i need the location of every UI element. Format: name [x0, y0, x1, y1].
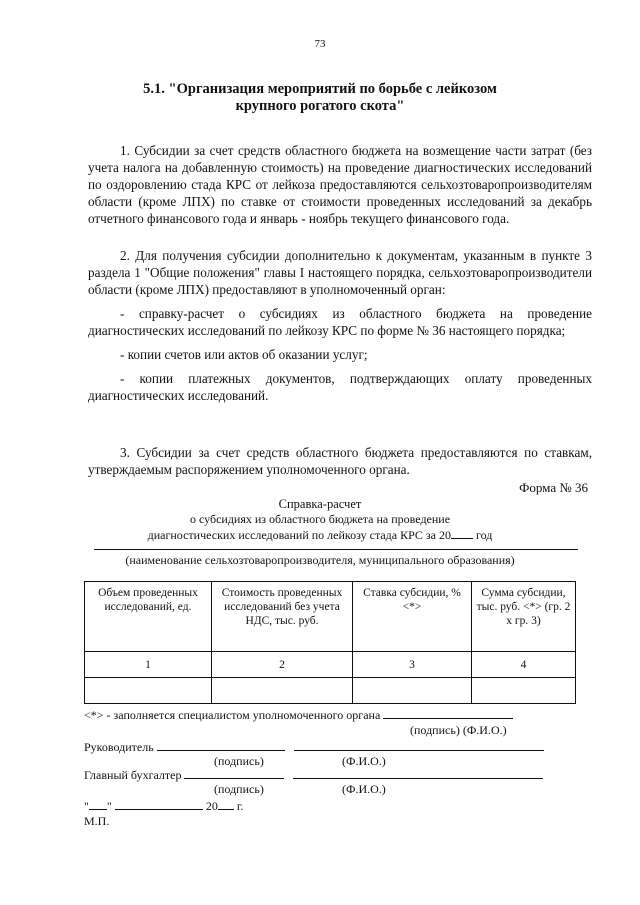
accountant-sign-line — [184, 767, 284, 779]
page-number: 73 — [314, 38, 326, 50]
section-title-line1: 5.1. "Организация мероприятий по борьбе с лейкозом — [143, 81, 497, 97]
footnote: <*> - заполняется специалистом уполномоченного органа — [84, 707, 513, 723]
paragraph-2-text: 2. Для получения субсидии дополнительно к документам, указанным в пункте 3 раздела 1 "Общие положения" главы I настоящего порядка, сельхозтоваропроизводители области (кроме ЛПХ) предоставляют в уполномоченный орган: — [88, 248, 592, 297]
list-item-certificate: - справку-расчет о субсидиях из областного бюджета на проведение диагностических исследований по лейкозу КРС по форме № 36 настоящего порядка; — [88, 306, 592, 338]
section-title — [60, 81, 580, 115]
table-header-row — [85, 582, 576, 652]
accountant-signature: Главный бухгалтер — [84, 767, 543, 783]
subsidy-table — [84, 581, 576, 704]
accountant-fio-caption: (Ф.И.О.) — [342, 782, 386, 796]
head-fio-caption: (Ф.И.О.) — [342, 754, 386, 768]
paragraph-1 — [88, 142, 592, 227]
table-column-numbers: 1 2 3 4 — [85, 652, 576, 678]
header-volume: Объем проведенных исследований, ед. — [85, 582, 212, 652]
org-name-line — [94, 549, 578, 550]
footnote-caption: (подпись) (Ф.И.О.) — [410, 723, 507, 737]
header-amount: Сумма субсидии, тыс. руб. <*> (гр. 2 х гр. 3) — [472, 582, 576, 652]
form-number: Форма № 36 — [519, 480, 588, 495]
head-sign-caption: (подпись) — [214, 754, 264, 768]
date-line: " " 20 г. — [84, 799, 244, 813]
section-title-line2: крупного рогатого скота" — [235, 98, 405, 114]
year-blank — [451, 527, 473, 539]
paragraph-3 — [88, 444, 592, 478]
accountant-sign-caption: (подпись) — [214, 782, 264, 796]
form-subtitle-2: диагностических исследований по лейкозу стада КРС за 20 год — [147, 528, 493, 542]
accountant-fio-line — [293, 767, 543, 779]
head-sign-line — [157, 739, 285, 751]
org-name-caption: (наименование сельхозтоваропроизводителя, муниципального образования) — [125, 553, 515, 567]
head-fio-line — [294, 739, 544, 751]
form-title: Справка-расчет — [278, 497, 362, 511]
list-item-payments: - копии платежных документов, подтверждающих оплату проведенных диагностических исследований. — [88, 371, 592, 403]
paragraph-3-text: 3. Субсидии за счет средств областного бюджета предоставляются по ставкам, утверждаемым распоряжением уполномоченного органа. — [88, 445, 592, 477]
header-rate: Ставка субсидии, % <*> — [353, 582, 472, 652]
paragraph-2 — [88, 247, 592, 404]
date-year-blank — [218, 798, 234, 810]
paragraph-1-text: 1. Субсидии за счет средств областного бюджета на возмещение части затрат (без учета налога на добавленную стоимость) на проведение диагностических исследований по оздоровлению стада КРС от лейкоза предоставляются сельхозтоваропроизводителям области (кроме ЛПХ) по ставке от стоимости проведенных исследований за декабрь отчетного финансового года и январь - ноябрь текущего финансового года. — [88, 143, 592, 226]
footnote-sign-line — [383, 707, 513, 719]
list-item-invoices: - копии счетов или актов об оказании услуг; — [120, 347, 368, 362]
header-cost: Стоимость проведенных исследований без учета НДС, тыс. руб. — [212, 582, 353, 652]
head-signature: Руководитель — [84, 739, 544, 755]
stamp-place: М.П. — [84, 814, 110, 828]
day-blank — [89, 798, 107, 810]
month-blank — [115, 798, 203, 810]
form-subtitle-1: о субсидиях из областного бюджета на проведение — [189, 512, 451, 526]
table-row-empty — [85, 678, 576, 704]
